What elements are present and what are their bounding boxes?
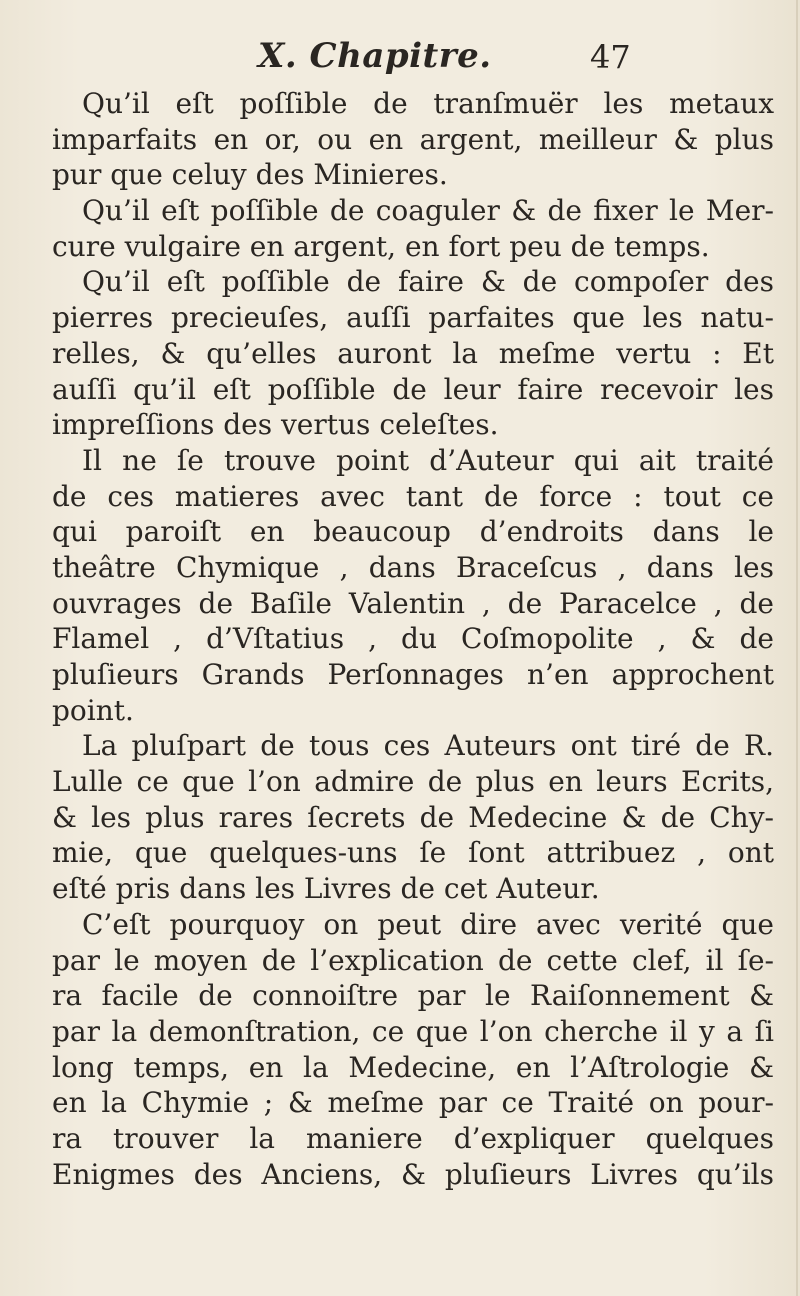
page-number: 47 [590, 38, 631, 76]
text-line: Lulle ce que l’on admire de plus en leurs Ecrits, [52, 765, 774, 799]
text-line: Il ne ſe trouve point d’Auteur qui ait traité [82, 443, 774, 477]
running-header [0, 36, 800, 86]
chapter-title: X. Chapitre. [258, 36, 492, 76]
text-line: imparfaits en or, ou en argent, meilleur & plus [52, 122, 774, 156]
text-line: pluſieurs Grands Perſonnages n’en approchent [52, 658, 774, 691]
text-line: La pluſpart de tous ces Auteurs ont tiré de R. [82, 729, 774, 763]
text-line: theâtre Chymique , dans Braceſcus , dans les [52, 550, 774, 584]
text-line: Qu’il eſt poſſible de coaguler & de fixer le Mer- [82, 194, 774, 228]
text-line: en la Chymie ; & meſme par ce Traité on pour- [52, 1086, 774, 1120]
text-line: relles, & qu’elles auront la meſme vertu : Et [52, 336, 774, 370]
page-edge [796, 0, 798, 1296]
text-line: pur que celuy des Minieres. [52, 158, 448, 192]
text-line: Enigmes des Anciens, & pluſieurs Livres qu’ils [52, 1157, 774, 1191]
text-line: par le moyen de l’explication de cette clef, il ſe- [52, 943, 774, 977]
text-line: ra trouver la maniere d’expliquer quelques [52, 1121, 774, 1155]
text-line: long temps, en la Medecine, en l’Aſtrologie & [52, 1050, 774, 1084]
text-line: C’eſt pourquoy on peut dire avec verité que [82, 907, 774, 941]
text-line: point. [52, 693, 134, 727]
text-line: de ces matieres avec tant de force : tout ce [52, 479, 774, 513]
body-text [52, 86, 774, 1192]
text-line: auſſi qu’il eſt poſſible de leur faire recevoir les [52, 372, 774, 406]
text-line: cure vulgaire en argent, en fort peu de temps. [52, 229, 710, 263]
text-line: Qu’il eſt poſſible de faire & de compoſer des [82, 265, 774, 299]
text-line: ouvrages de Baſile Valentin , de Paracelce , de [52, 586, 774, 620]
text-line: Flamel , d’Vſtatius , du Coſmopolite , & de [52, 622, 774, 656]
text-line: pierres precieuſes, auſſi parfaites que les natu- [52, 301, 774, 335]
text-line: ra facile de connoiſtre par le Raiſonnement & [52, 979, 774, 1013]
text-line: Qu’il eſt poſſible de tranſmuër les metaux [82, 87, 774, 120]
text-line: par la demonſtration, ce que l’on cherche il y a ſi [52, 1014, 774, 1048]
text-line: impreſſions des vertus celeſtes. [52, 408, 499, 442]
text-line: eſté pris dans les Livres de cet Auteur. [52, 872, 600, 906]
text-line: & les plus rares ſecrets de Medecine & de Chy- [52, 800, 774, 834]
text-line: mie, que quelques-uns ſe ſont attribuez , ont [52, 836, 774, 870]
text-line: qui paroiſt en beaucoup d’endroits dans le [52, 515, 774, 549]
